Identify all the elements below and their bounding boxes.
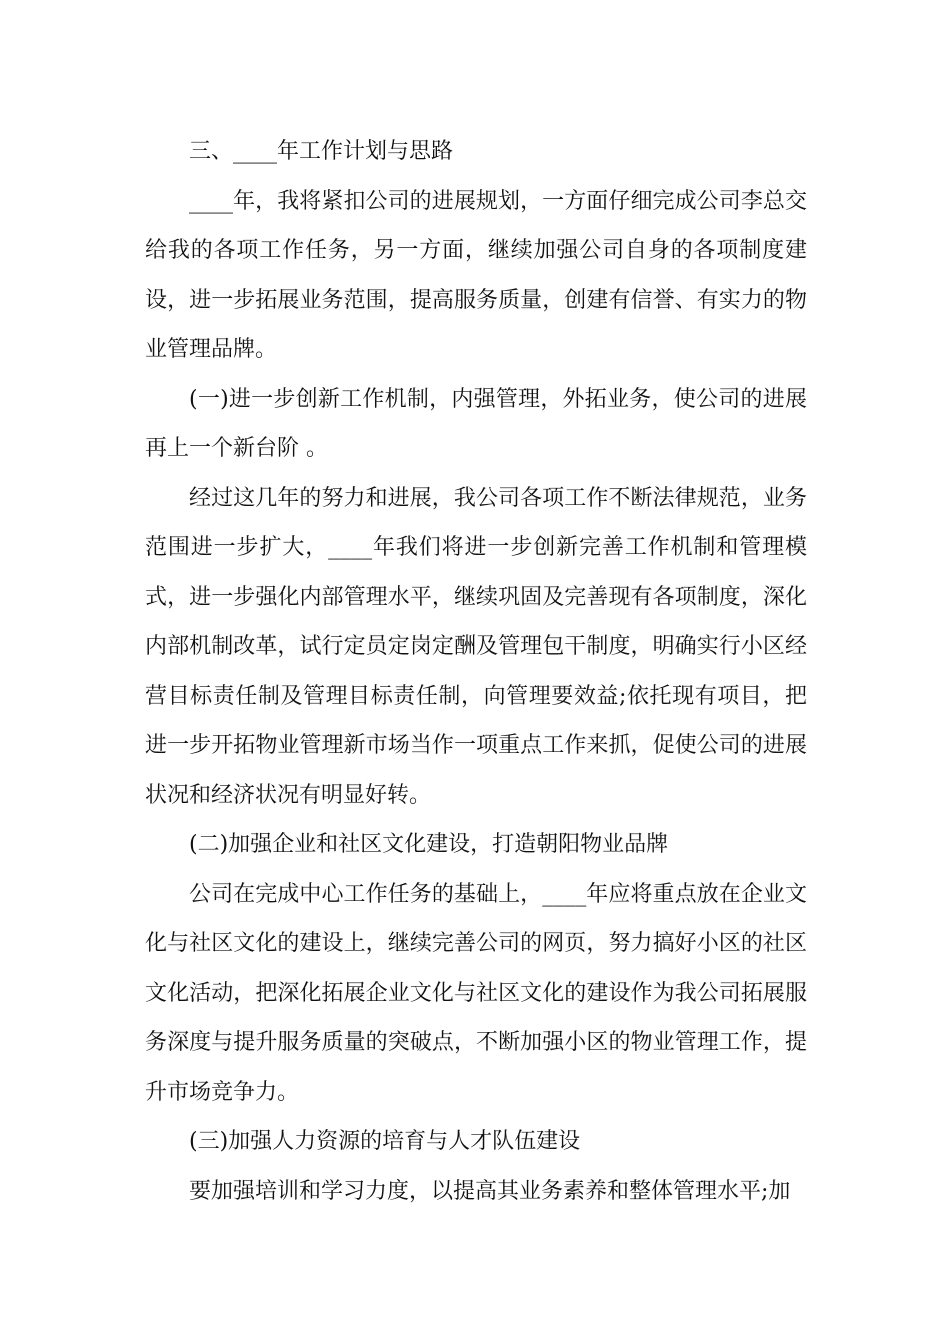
body-paragraph: ____年，我将紧扣公司的进展规划，一方面仔细完成公司李总交给我的各项工作任务，另一方面，继续加强公司自身的各项制度建设，进一步拓展业务范围，提高服务质量，创建有信誉、有实力的物业管理品牌。: [145, 188, 807, 362]
document-body: [145, 127, 807, 1216]
body-paragraph: 经过这几年的努力和进展，我公司各项工作不断法律规范，业务范围进一步扩大，____年我们将进一步创新完善工作机制和管理模式，进一步强化内部管理水平，继续巩固及完善现有各项制度，深化内部机制改革，试行定员定岗定酬及管理包干制度，明确实行小区经营目标责任制及管理目标责任制，向管理要效益;依托现有项目，把进一步开拓物业管理新市场当作一项重点工作来抓，促使公司的进展状况和经济状况有明显好转。: [145, 485, 807, 808]
section-heading: 三、____年工作计划与思路: [189, 139, 454, 164]
body-paragraph: 要加强培训和学习力度，以提高其业务素养和整体管理水平;加: [189, 1178, 791, 1204]
subsection-heading: (二)加强企业和社区文化建设，打造朝阳物业品牌: [189, 832, 669, 857]
subsection-heading: (一)进一步创新工作机制，内强管理，外拓业务，使公司的进展再上一个新台阶 。: [145, 386, 807, 461]
body-paragraph: 公司在完成中心工作任务的基础上，____年应将重点放在企业文化与社区文化的建设上，继续完善公司的网页，努力搞好小区的社区文化活动，把深化拓展企业文化与社区文化的建设作为我公司拓展服务深度与提升服务质量的突破点，不断加强小区的物业管理工作，提升市场竞争力。: [145, 881, 807, 1105]
subsection-heading: (三)加强人力资源的培育与人才队伍建设: [189, 1129, 581, 1154]
